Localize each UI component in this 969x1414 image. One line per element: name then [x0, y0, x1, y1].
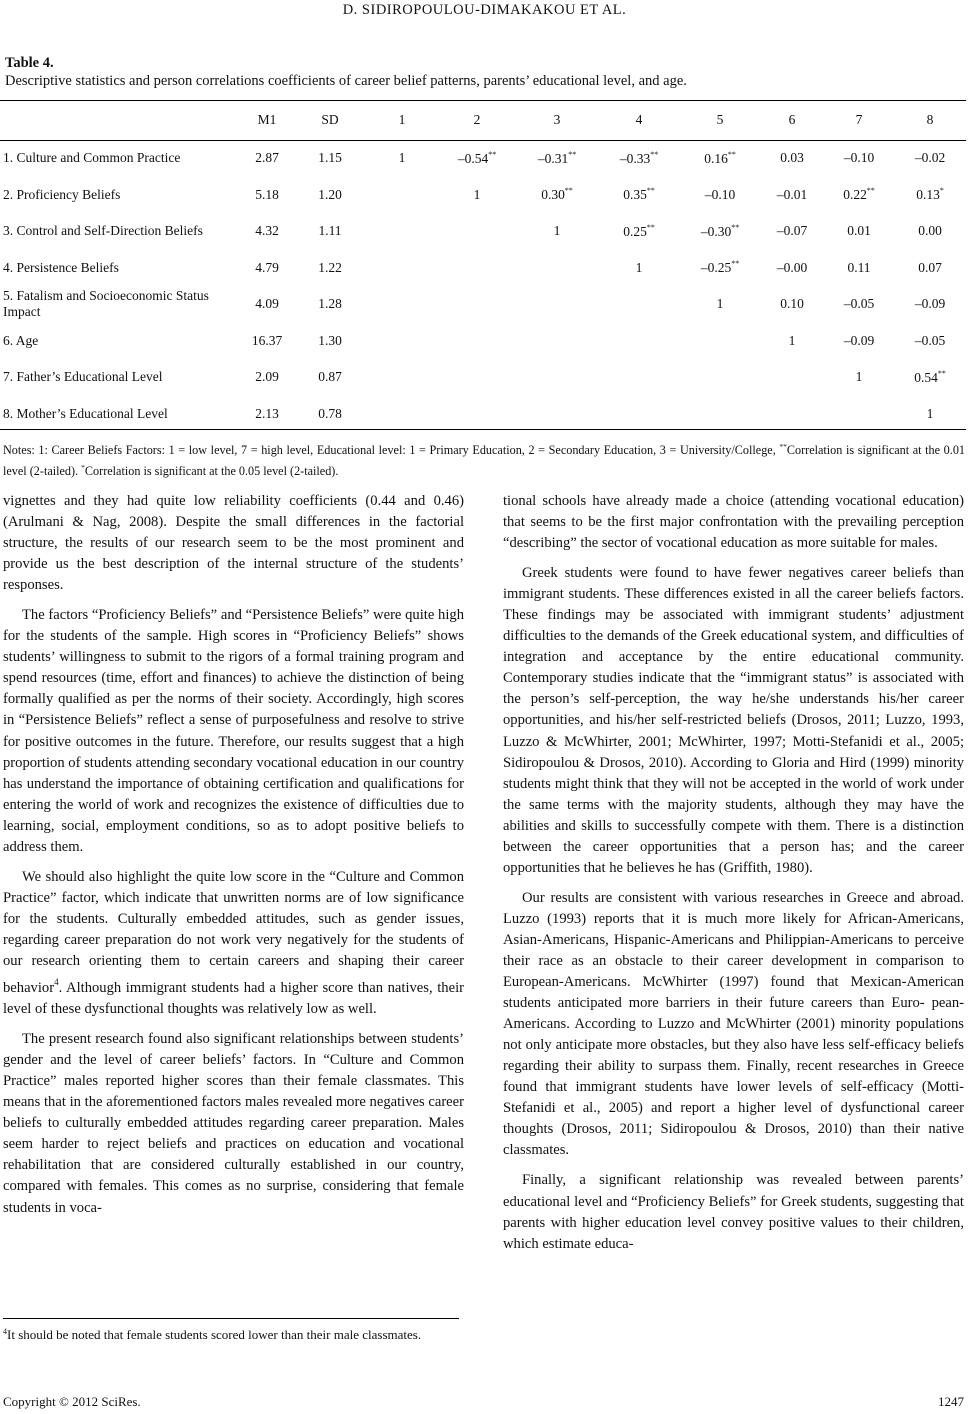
significance-mark: **: [564, 186, 573, 196]
cell-value: –0.05: [914, 332, 946, 348]
table-cell: [598, 286, 680, 323]
table-cell: [760, 250, 824, 287]
left-column: [3, 491, 464, 1228]
table-row: [0, 323, 966, 360]
table-cell: [894, 396, 966, 433]
cell-value: 1: [473, 186, 481, 202]
paragraph: The factors “Proficiency Beliefs” and “Persistence Beliefs” were quite high for the students of the sample. High scores in “Proficiency Beliefs” shows students’ willingness to submit to the rigors of a formal training program and spend resources (time, effort and finances) to achieve the distinction of being formally qualified as per the norms of their society. Accordingly, high scores in “Persistence Beliefs” reflect a sense of purposefulness and resolve to strive for positive outcomes in the future. Therefore, our results suggest that a high proportion of students attending secondary vocational education in our country has understand the importance of obtaining certification and qualifications for entering the world of work and recognizes the existence of difficulties due to learning, social, employment conditions, so as to adopt positive beliefs to address them.: [3, 607, 464, 855]
table-cell: [438, 213, 516, 250]
table-cell: 4.32: [255, 223, 279, 239]
table-cell: 2.13: [255, 405, 279, 421]
table-cell: 1.15: [318, 150, 342, 166]
header-cell: SD: [321, 112, 339, 127]
cell-value: 0.10: [780, 296, 804, 312]
header-cell: M1: [257, 112, 277, 127]
significance-mark: **: [727, 149, 736, 159]
paragraph: The present research found also significant relationships between students’ gender and the level of career beliefs’ factors. In “Culture and Common Practice” males reported higher scores than their female classmates. This means that in the aforementioned factors males revealed more negatives career beliefs to culturally embedded attitudes regarding career preparation. Males seem harder to reject beliefs and practices on education and vocational rehabilitation that are considered culturally established in our country, compared with females. This comes as no surprise, considering that female students in voca-: [3, 1031, 464, 1216]
table-cell: 0.87: [318, 369, 342, 385]
cell-value: –0.09: [843, 332, 875, 348]
table-cell: [516, 213, 598, 250]
table-cell: [366, 286, 438, 323]
footnote-ref: 4: [54, 977, 59, 988]
cell-value: 0.01: [847, 223, 871, 239]
table-cell: [824, 323, 894, 360]
table-cell: [680, 213, 760, 250]
right-column: [503, 491, 964, 1264]
header-cell: 7: [855, 112, 863, 127]
table-cell: [516, 396, 598, 433]
page-number: 1247: [938, 1394, 964, 1409]
table-cell: [516, 323, 598, 360]
table-cell: [680, 359, 760, 396]
table-cell: [366, 396, 438, 433]
table-row: [0, 396, 966, 433]
table-cell: [598, 213, 680, 250]
table-cell: 4. Persistence Beliefs: [3, 259, 119, 275]
footnote: [3, 1322, 461, 1345]
table-cell: 4.09: [255, 296, 279, 312]
notes-text-1: Notes: 1: Career Beliefs Factors: 1 = low level, 7 = high level, Educational level: 1 = Primary Education, 2 = Secondary Education, 3 = University/College,: [3, 443, 780, 457]
footnote-text: It should be noted that female students scored lower than their male classmates.: [7, 1327, 422, 1342]
table-cell: 1.20: [318, 186, 342, 202]
table-cell: [680, 177, 760, 214]
table-cell: [366, 140, 438, 177]
notes-text-2: Correlation is significant at the 0.01 level (2-tailed).: [3, 443, 966, 478]
cell-value: 0.00: [918, 223, 942, 239]
table-cell: [598, 177, 680, 214]
header-cell: 5: [716, 112, 724, 127]
cell-value: –0.00: [776, 259, 808, 275]
header-cell: 1: [398, 112, 406, 127]
cell-value: –0.31: [537, 150, 569, 166]
significance-mark: **: [568, 149, 577, 159]
header-cell: 8: [926, 112, 934, 127]
table-cell: [894, 286, 966, 323]
table-cell: [598, 250, 680, 287]
table-header-row: [0, 100, 966, 140]
cell-value: –0.30: [700, 223, 732, 239]
table-cell: 5.18: [255, 186, 279, 202]
table-row: [0, 140, 966, 177]
cell-value: 0.11: [847, 259, 871, 275]
table-cell: [598, 323, 680, 360]
cell-value: 1: [926, 405, 934, 421]
table-cell: [438, 359, 516, 396]
paragraph: tional schools have already made a choice (attending vocational education) that seems to be the first major confrontation with the prevailing perception “describing” the sector of vocational education as more suitable for males.: [503, 493, 964, 552]
paragraph: Greek students were found to have fewer negatives career beliefs than immigrant students. These differences existed in all the career beliefs factors. These findings may be associated with immigrant students’ adjustment difficulties to the demands of the Greek educational system, and difficulties of integration and acceptance by the entire educational community. Contemporary studies indicate that the “immigrant status” is associated with the person’s self-perception, the way he/she understands his/her career opportunities, and his/her self-restricted beliefs (Drosos, 2011; Luzzo, 1993, Luzzo & McWhirter, 2001; McWhirter, 1997; Motti-Stefanidi et al., 2005; Sidiropoulou & Drosos, 2010). According to Gloria and Hird (1999) minority students might think that they will not be accepted in the world of work under the same terms with the majority students, although they may have the abilities and skills to successfully compete with them. There is a distinction between the career opportunities that a person has; and the career opportunities that he believes he has (Griffith, 1980).: [503, 565, 964, 876]
table-cell: [516, 140, 598, 177]
cell-value: 1: [716, 296, 724, 312]
footnote-mark: 4: [3, 1327, 7, 1336]
table-cell: [760, 323, 824, 360]
table-cell: 1. Culture and Common Practice: [3, 150, 181, 166]
cell-value: 0.30: [541, 187, 565, 203]
significance-mark: **: [866, 186, 875, 196]
significance-mark: **: [646, 186, 655, 196]
table-cell: 1.30: [318, 332, 342, 348]
cell-value: –0.05: [843, 296, 875, 312]
table-cell: [516, 286, 598, 323]
notes-sup-1: **: [779, 442, 787, 451]
running-head: D. SIDIROPOULOU-DIMAKAKOU ET AL.: [342, 2, 627, 18]
paragraph: vignettes and they had quite low reliability coefficients (0.44 and 0.46) (Arulmani & Nag, 2008). Despite the small differences in the factorial structure, the results of our research seem to be the most prominent and provide us the best description of the internal structure of the students’ responses.: [3, 493, 464, 594]
table-cell: [894, 140, 966, 177]
table-cell: [894, 250, 966, 287]
cell-value: –0.01: [776, 186, 808, 202]
table-cell: [680, 396, 760, 433]
table-cell: 8. Mother’s Educational Level: [3, 405, 168, 421]
cell-value: –0.07: [776, 223, 808, 239]
table-cell: [824, 140, 894, 177]
table-cell: [516, 359, 598, 396]
table-cell: [680, 286, 760, 323]
table-row: [0, 359, 966, 396]
cell-value: 0.35: [623, 187, 647, 203]
table-cell: [824, 286, 894, 323]
table-cell: [760, 213, 824, 250]
table-cell: [760, 140, 824, 177]
table-cell: [894, 359, 966, 396]
table-cell: [824, 396, 894, 433]
cell-value: –0.09: [914, 296, 946, 312]
table-cell: [366, 250, 438, 287]
header-cell-empty: [0, 100, 240, 140]
table-cell: [366, 359, 438, 396]
cell-value: –0.10: [704, 186, 736, 202]
table-cell: 0.78: [318, 405, 342, 421]
table-cell: [824, 177, 894, 214]
cell-value: 1: [553, 223, 561, 239]
significance-mark: **: [650, 149, 659, 159]
significance-mark: **: [646, 222, 655, 232]
cell-value: –0.33: [619, 150, 651, 166]
cell-value: –0.02: [914, 150, 946, 166]
cell-value: 0.25: [623, 223, 647, 239]
table-cell: [824, 359, 894, 396]
table-cell: [516, 177, 598, 214]
significance-mark: **: [731, 222, 740, 232]
table-cell: [366, 213, 438, 250]
table-cell: [438, 140, 516, 177]
table-cell: [438, 396, 516, 433]
stats-table: [0, 100, 966, 432]
cell-value: –0.25: [700, 260, 732, 276]
table-notes: [3, 438, 965, 480]
copyright: Copyright © 2012 SciRes.: [3, 1394, 141, 1409]
table-cell: [438, 323, 516, 360]
table-row: [0, 177, 966, 214]
table-cell: [760, 396, 824, 433]
table-cell: [680, 140, 760, 177]
notes-sup-2: *: [81, 463, 85, 472]
table-caption: [5, 54, 687, 90]
notes-text-3: Correlation is significant at the 0.05 level (2-tailed).: [84, 464, 339, 478]
table-cell: [760, 286, 824, 323]
table-cell: 16.37: [251, 332, 283, 348]
table-cell: [894, 213, 966, 250]
paragraph-text: . Although immigrant students had a higher score than natives, their level of these dysfunctional thoughts was relatively low as well.: [3, 980, 464, 1018]
header-cell: 3: [553, 112, 561, 127]
table-cell: 1.11: [318, 223, 342, 239]
table-cell: [760, 177, 824, 214]
cell-value: 0.07: [918, 259, 942, 275]
cell-value: 1: [855, 369, 863, 385]
table-cell: [824, 250, 894, 287]
table-cell: [680, 250, 760, 287]
table-cell: 6. Age: [3, 332, 39, 348]
table-cell: [366, 177, 438, 214]
header-cell: 4: [635, 112, 643, 127]
paragraph: [3, 867, 464, 1020]
header-cell: 2: [473, 112, 481, 127]
table-cell: 1.22: [318, 259, 342, 275]
table-cell: 4.79: [255, 259, 279, 275]
table-cell: [894, 177, 966, 214]
table-cell: 3. Control and Self-Direction Beliefs: [3, 223, 203, 239]
table-cell: 5. Fatalism and Socioeconomic Status Impact: [3, 288, 209, 320]
table-cell: [824, 213, 894, 250]
table-cell: 7. Father’s Educational Level: [3, 369, 163, 385]
table-row: [0, 213, 966, 250]
table-number: Table 4.: [5, 55, 54, 71]
cell-value: 1: [635, 259, 643, 275]
table-cell: 2.09: [255, 369, 279, 385]
footnote-rule: [3, 1318, 459, 1319]
cell-value: 0.03: [780, 150, 804, 166]
table-cell: [366, 323, 438, 360]
table-cell: [598, 140, 680, 177]
table-cell: 1.28: [318, 296, 342, 312]
table-cell: 2. Proficiency Beliefs: [3, 186, 121, 202]
table-cell: [438, 286, 516, 323]
significance-mark: **: [731, 259, 740, 269]
paragraph: Finally, a significant relationship was revealed between parents’ educational level and “Proficiency Beliefs” for Greek students, suggesting that parents with higher education level convey positive values to their children, which estimate educa-: [503, 1172, 964, 1252]
table-row: [0, 286, 966, 323]
table-row: [0, 250, 966, 287]
table-cell: [760, 359, 824, 396]
table-cell: [894, 323, 966, 360]
table-body: [0, 140, 966, 432]
table-cell: [438, 177, 516, 214]
cell-value: 1: [398, 150, 406, 166]
significance-mark: *: [939, 186, 944, 196]
significance-mark: **: [488, 149, 497, 159]
cell-value: –0.54: [457, 150, 489, 166]
paragraph: Our results are consistent with various researches in Greece and abroad. Luzzo (1993) reports that it is much more likely for African-Americans, Asian-Americans, Hispanic-Americans and Philippian-Americans to perceive their race as an obstacle to their career development in comparison to European-Americans. McWhirter (1997) found that Mexican-American students anticipated more barriers in their future careers than Euro- pean-Americans. According to Luzzo and McWhirter (2001) minority populations not only anticipate more obstacles, but they also have less self-efficacy beliefs regarding their ability to surpass them. Finally, recent researches in Greece found that immigrant students have lower levels of self-efficacy (Motti-Stefanidi et al., 2005) and report a higher level of dysfunctional career thoughts (Drosos, 2011; Sidiropoulou & Drosos, 2010) than their native classmates.: [503, 889, 964, 1159]
paragraph-text: We should also highlight the quite low score in the “Culture and Common Practice” factor, which indicate that unwritten norms are of low significance for the students. Culturally embedded attitudes, such as gender issues, regarding career preparation do not work very negatively for the students of our research orienting them to certain careers and shaping their career behavior: [3, 868, 464, 997]
cell-value: 0.54: [914, 369, 938, 385]
table-title: Descriptive statistics and person correlations coefficients of career belief patterns, parents’ educational level, and age.: [5, 73, 687, 89]
table-cell: [598, 359, 680, 396]
significance-mark: **: [937, 368, 946, 378]
table-cell: [438, 250, 516, 287]
header-cell: 6: [788, 112, 796, 127]
table-cell: 2.87: [255, 150, 279, 166]
cell-value: 1: [788, 332, 796, 348]
table-cell: [516, 250, 598, 287]
table-cell: [680, 323, 760, 360]
cell-value: 0.22: [843, 187, 867, 203]
cell-value: 0.16: [704, 150, 728, 166]
cell-value: 0.13: [916, 187, 940, 203]
cell-value: –0.10: [843, 150, 875, 166]
table-cell: [598, 396, 680, 433]
